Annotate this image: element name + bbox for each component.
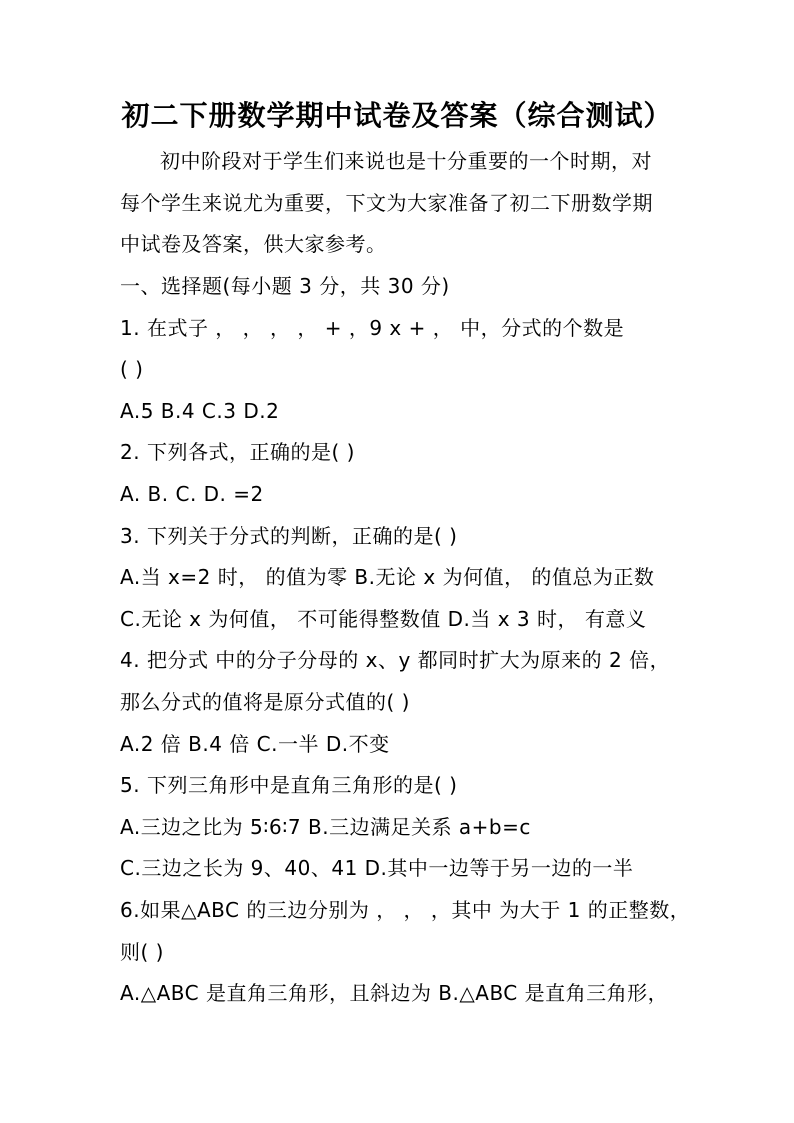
question-3: 3. 下列关于分式的判断，正确的是( ) (120, 524, 458, 548)
intro-line-3: 中试卷及答案，供大家参考。 (120, 232, 387, 256)
question-6: 6.如果△ABC 的三边分别为 ， ， ，其中 为大于 1 的正整数， (120, 898, 691, 922)
question-4-continued: 那么分式的值将是原分式值的( ) (120, 690, 410, 714)
question-1-bracket: ( ) (120, 357, 144, 381)
section-heading: 一、选择题(每小题 3 分，共 30 分) (120, 274, 450, 298)
question-3-options-cd: C.无论 x 为何值， 不可能得整数值 D.当 x 3 时， 有意义 (120, 607, 647, 631)
question-2: 2. 下列各式，正确的是( ) (120, 440, 355, 464)
question-4-options: A.2 倍 B.4 倍 C.一半 D.不变 (120, 732, 390, 756)
question-6-options: A.△ABC 是直角三角形，且斜边为 B.△ABC 是直角三角形， (120, 981, 669, 1005)
document-title: 初二下册数学期中试卷及答案（综合测试） (121, 99, 673, 132)
question-4: 4. 把分式 中的分子分母的 x、y 都同时扩大为原来的 2 倍， (120, 648, 671, 672)
question-1-options: A.5 B.4 C.3 D.2 (120, 399, 280, 423)
question-5: 5. 下列三角形中是直角三角形的是( ) (120, 773, 458, 797)
intro-line-1: 初中阶段对于学生们来说也是十分重要的一个时期，对 (160, 149, 652, 173)
intro-line-2: 每个学生来说尤为重要，下文为大家准备了初二下册数学期 (120, 191, 653, 215)
question-1: 1. 在式子 ， ， ， ， + ，9 x + ， 中，分式的个数是 (120, 316, 625, 340)
question-5-options-cd: C.三边之长为 9、40、41 D.其中一边等于另一边的一半 (120, 856, 634, 880)
question-2-options: A. B. C. D. =2 (120, 482, 264, 506)
question-6-continued: 则( ) (120, 940, 164, 964)
question-5-options-ab: A.三边之比为 5∶6∶7 B.三边满足关系 a+b=c (120, 815, 531, 839)
question-3-options-ab: A.当 x=2 时， 的值为零 B.无论 x 为何值， 的值总为正数 (120, 565, 655, 589)
